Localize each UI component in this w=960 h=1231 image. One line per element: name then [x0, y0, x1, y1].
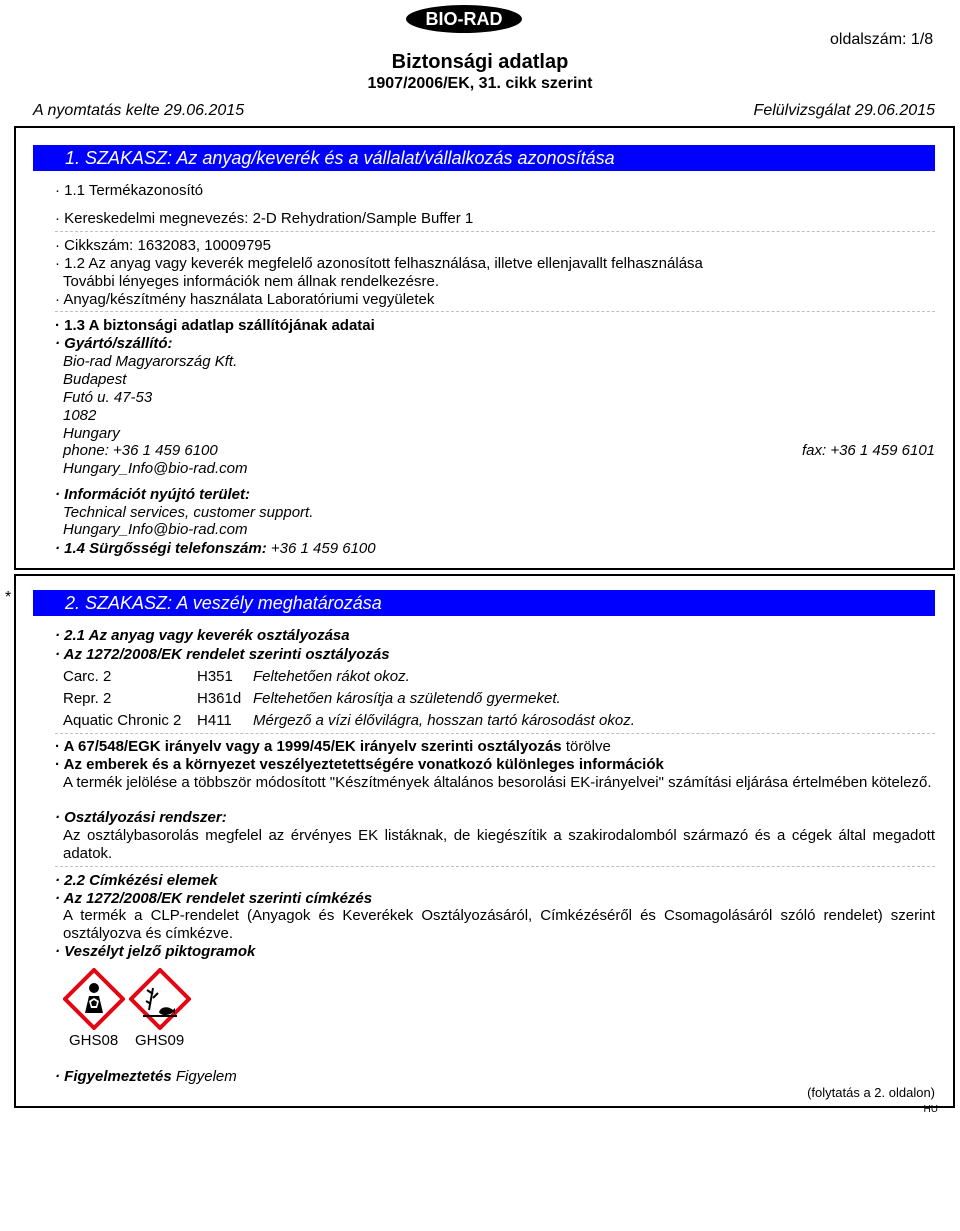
- info-email: Hungary_Info@bio-rad.com: [63, 521, 248, 538]
- classification-table: [63, 665, 635, 731]
- hazard-info-text: A termék jelölése a többször módosított "Készítmények általános besorolási EK-irányelvei" számítási eljárása értelmében kötelező.: [63, 774, 932, 791]
- trade-name-value: 2-D Rehydration/Sample Buffer 1: [252, 210, 474, 227]
- classification-title: · 2.1 Az anyag vagy keverék osztályozása: [55, 627, 350, 644]
- bio-rad-logo: [405, 4, 523, 34]
- change-marker: *: [5, 589, 12, 606]
- pictograms-title: · Veszélyt jelző piktogramok: [55, 943, 256, 960]
- print-date: A nyomtatás kelte 29.06.2015: [33, 102, 245, 119]
- article-label: · Cikkszám:: [55, 237, 134, 254]
- health-hazard-icon: [63, 968, 125, 1030]
- divider: [55, 733, 935, 734]
- classification-system-text: Az osztálybasorolás megfelel az érvényes EK listáknak, de kiegészítik a szakirodalomból származó és a cégek által megadott adatok.: [63, 827, 935, 862]
- address-line: Hungary: [63, 425, 120, 442]
- product-identifier-title: · 1.1 Termékazonosító: [55, 182, 204, 199]
- hazard-code: H361d: [197, 689, 242, 707]
- supplier-fax: fax: +36 1 459 6101: [801, 442, 935, 459]
- address-line: 1082: [63, 407, 97, 424]
- signal-word: [55, 1068, 237, 1085]
- supplier-email: Hungary_Info@bio-rad.com: [63, 460, 248, 477]
- revision-date: Felülvizsgálat 29.06.2015: [753, 102, 935, 119]
- trade-name-label: · Kereskedelmi megnevezés:: [55, 210, 249, 227]
- address-line: Budapest: [63, 371, 127, 388]
- substance-use: [55, 291, 434, 308]
- divider: [55, 231, 935, 232]
- emergency-value: +36 1 459 6100: [270, 540, 376, 557]
- divider: [55, 866, 935, 867]
- address-line: Futó u. 47-53: [63, 389, 153, 406]
- classification-system-title: · Osztályozási rendszer:: [55, 809, 227, 826]
- section-1-heading: 1. SZAKASZ: Az anyag/keverék és a vállalat/vállalkozás azonosítása: [33, 145, 935, 171]
- clp-label-title: · Az 1272/2008/EK rendelet szerinti címkézés: [55, 890, 373, 907]
- document-subtitle: 1907/2006/EK, 31. cikk szerint: [367, 75, 593, 92]
- emergency-label: · 1.4 Sürgősségi telefonszám:: [55, 540, 267, 557]
- article-number: [55, 237, 271, 254]
- supplier-label: · Gyártó/szállító:: [55, 335, 173, 352]
- info-department-label: · Információt nyújtó terület:: [55, 486, 250, 503]
- supplier-phone: phone: +36 1 459 6100: [63, 442, 218, 459]
- section-2-heading: 2. SZAKASZ: A veszély meghatározása: [33, 590, 935, 616]
- supplier-details-title: · 1.3 A biztonsági adatlap szállítójának adatai: [55, 317, 375, 334]
- signal-label: · Figyelmeztetés: [55, 1068, 172, 1085]
- emergency-phone: [55, 540, 376, 557]
- hazard-class: Carc. 2: [63, 667, 112, 685]
- info-department-value: Technical services, customer support.: [63, 504, 314, 521]
- pictogram-label: GHS09: [135, 1032, 185, 1049]
- language-code: HU: [923, 1104, 938, 1115]
- directive-label: · A 67/548/EGK irányelv vagy a 1999/45/EK irányelv szerinti osztályozás: [55, 738, 562, 755]
- divider: [55, 311, 935, 312]
- hazard-info-title: · Az emberek és a környezet veszélyeztetettségére vonatkozó különleges információk: [55, 756, 664, 773]
- hazard-class: Repr. 2: [63, 689, 112, 707]
- directive-value: törölve: [565, 738, 611, 755]
- hazard-text: Feltehetően rákot okoz.: [253, 667, 410, 685]
- identified-uses-note: További lényeges információk nem állnak rendelkezésre.: [63, 273, 440, 290]
- pictogram-label: GHS08: [69, 1032, 119, 1049]
- table-row: [63, 665, 635, 687]
- signal-value: Figyelem: [175, 1068, 237, 1085]
- address-line: Bio-rad Magyarország Kft.: [63, 353, 238, 370]
- svg-text:BIO-RAD: BIO-RAD: [425, 9, 503, 29]
- hazard-code: H351: [197, 667, 233, 685]
- hazard-class: Aquatic Chronic 2: [63, 711, 182, 729]
- hazard-text: Feltehetően károsítja a születendő gyermeket.: [253, 689, 561, 707]
- use-value: Laboratóriumi vegyületek: [266, 291, 435, 308]
- hazard-text: Mérgező a vízi élővilágra, hosszan tartó károsodást okoz.: [253, 711, 635, 729]
- environment-hazard-icon: [129, 968, 191, 1030]
- trade-name: [55, 210, 473, 227]
- continued-note: (folytatás a 2. oldalon): [807, 1085, 935, 1100]
- table-row: [63, 709, 635, 731]
- use-label: · Anyag/készítmény használata: [55, 291, 263, 308]
- directive-classification: [55, 738, 611, 755]
- identified-uses-title: · 1.2 Az anyag vagy keverék megfelelő azonosított felhasználása, illetve ellenjavallt felhasználása: [55, 255, 703, 272]
- label-elements-title: · 2.2 Címkézési elemek: [55, 872, 218, 889]
- hazard-code: H411: [197, 711, 232, 729]
- document-title: Biztonsági adatlap: [391, 51, 569, 73]
- article-value: 1632083, 10009795: [137, 237, 271, 254]
- clp-label-text: A termék a CLP-rendelet (Anyagok és Keverékek Osztályozásáról, Címkézéséről és Csomagolásáról szóló rendelet) szerint osztályozva és címkézve.: [63, 907, 935, 942]
- clp-classification-title: · Az 1272/2008/EK rendelet szerinti osztályozás: [55, 646, 390, 663]
- table-row: [63, 687, 635, 709]
- page-number: oldalszám: 1/8: [830, 31, 934, 48]
